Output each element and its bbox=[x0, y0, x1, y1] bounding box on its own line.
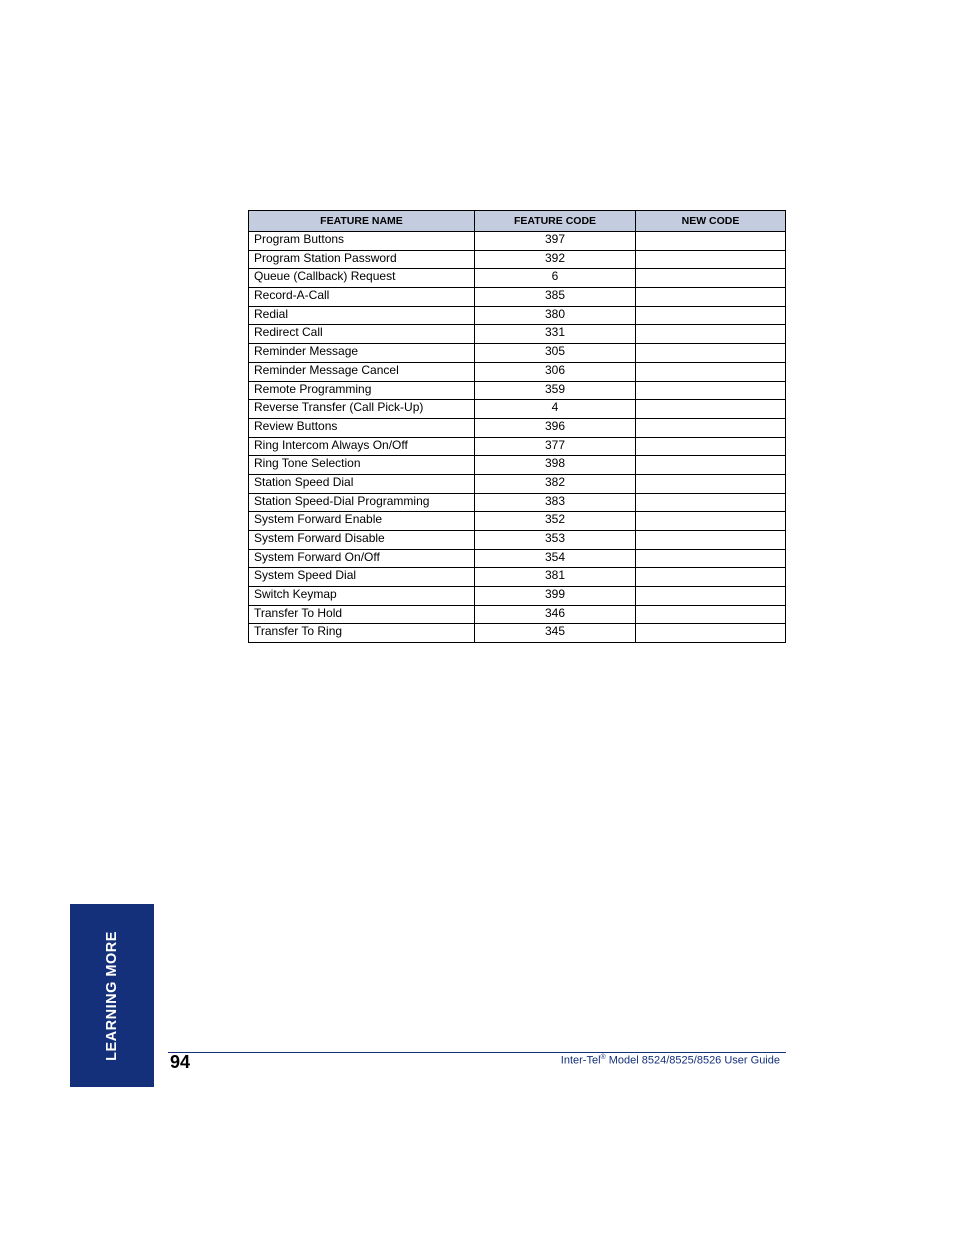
cell-feature-code: 382 bbox=[475, 474, 636, 493]
cell-new-code bbox=[636, 400, 786, 419]
cell-new-code bbox=[636, 531, 786, 550]
cell-new-code bbox=[636, 624, 786, 643]
cell-feature-name: Redirect Call bbox=[249, 325, 475, 344]
table-row bbox=[249, 362, 786, 381]
cell-new-code bbox=[636, 605, 786, 624]
table-row bbox=[249, 474, 786, 493]
cell-feature-name: Review Buttons bbox=[249, 418, 475, 437]
feature-code-table bbox=[248, 210, 786, 643]
cell-feature-name: Station Speed-Dial Programming bbox=[249, 493, 475, 512]
header-new-code: NEW CODE bbox=[636, 211, 786, 232]
cell-feature-name: Station Speed Dial bbox=[249, 474, 475, 493]
footer-divider bbox=[168, 1052, 786, 1053]
cell-feature-name: System Speed Dial bbox=[249, 568, 475, 587]
cell-feature-code: 306 bbox=[475, 362, 636, 381]
table-row bbox=[249, 624, 786, 643]
table-row bbox=[249, 344, 786, 363]
cell-feature-name: Redial bbox=[249, 306, 475, 325]
table-row bbox=[249, 288, 786, 307]
cell-feature-code: 397 bbox=[475, 232, 636, 251]
cell-feature-code: 331 bbox=[475, 325, 636, 344]
cell-feature-code: 396 bbox=[475, 418, 636, 437]
cell-feature-code: 359 bbox=[475, 381, 636, 400]
cell-feature-name: Reverse Transfer (Call Pick-Up) bbox=[249, 400, 475, 419]
cell-feature-name: Queue (Callback) Request bbox=[249, 269, 475, 288]
cell-new-code bbox=[636, 437, 786, 456]
registered-mark: ® bbox=[600, 1054, 606, 1061]
page-number: 94 bbox=[170, 1052, 191, 1072]
table-body bbox=[249, 232, 786, 643]
cell-feature-code: 377 bbox=[475, 437, 636, 456]
section-side-tab bbox=[70, 904, 154, 1087]
table-row bbox=[249, 568, 786, 587]
cell-feature-name: Reminder Message Cancel bbox=[249, 362, 475, 381]
table-header-row bbox=[249, 211, 786, 232]
cell-new-code bbox=[636, 549, 786, 568]
footer-brand: Inter-Tel bbox=[560, 1054, 601, 1067]
cell-feature-name: System Forward Disable bbox=[249, 531, 475, 550]
table-row bbox=[249, 512, 786, 531]
cell-feature-name: Ring Tone Selection bbox=[249, 456, 475, 475]
footer-guide-name: Model 8524/8525/8526 User Guide bbox=[605, 1054, 780, 1067]
cell-feature-name: Transfer To Ring bbox=[249, 624, 475, 643]
cell-feature-code: 399 bbox=[475, 587, 636, 606]
table-row bbox=[249, 531, 786, 550]
header-feature-name: FEATURE NAME bbox=[249, 211, 475, 232]
cell-feature-name: Ring Intercom Always On/Off bbox=[249, 437, 475, 456]
cell-new-code bbox=[636, 344, 786, 363]
cell-new-code bbox=[636, 288, 786, 307]
cell-new-code bbox=[636, 474, 786, 493]
table-row bbox=[249, 549, 786, 568]
cell-feature-code: 354 bbox=[475, 549, 636, 568]
cell-feature-name: Remote Programming bbox=[249, 381, 475, 400]
table-row bbox=[249, 418, 786, 437]
table-row bbox=[249, 456, 786, 475]
cell-new-code bbox=[636, 418, 786, 437]
table-row bbox=[249, 232, 786, 251]
cell-new-code bbox=[636, 456, 786, 475]
side-tab-label: LEARNING MORE bbox=[104, 931, 120, 1061]
table-row bbox=[249, 587, 786, 606]
cell-new-code bbox=[636, 381, 786, 400]
cell-feature-code: 392 bbox=[475, 250, 636, 269]
cell-feature-name: Switch Keymap bbox=[249, 587, 475, 606]
table-row bbox=[249, 437, 786, 456]
cell-feature-code: 4 bbox=[475, 400, 636, 419]
cell-new-code bbox=[636, 568, 786, 587]
cell-new-code bbox=[636, 325, 786, 344]
footer-guide-title bbox=[561, 1054, 780, 1067]
table-row bbox=[249, 269, 786, 288]
cell-feature-code: 346 bbox=[475, 605, 636, 624]
table-row bbox=[249, 400, 786, 419]
cell-feature-code: 353 bbox=[475, 531, 636, 550]
cell-new-code bbox=[636, 587, 786, 606]
cell-feature-code: 305 bbox=[475, 344, 636, 363]
cell-feature-code: 398 bbox=[475, 456, 636, 475]
cell-feature-name: Transfer To Hold bbox=[249, 605, 475, 624]
cell-feature-name: Program Station Password bbox=[249, 250, 475, 269]
table-row bbox=[249, 306, 786, 325]
cell-new-code bbox=[636, 512, 786, 531]
cell-feature-name: Reminder Message bbox=[249, 344, 475, 363]
cell-new-code bbox=[636, 362, 786, 381]
cell-feature-name: System Forward Enable bbox=[249, 512, 475, 531]
cell-feature-code: 383 bbox=[475, 493, 636, 512]
cell-feature-name: Program Buttons bbox=[249, 232, 475, 251]
cell-feature-code: 381 bbox=[475, 568, 636, 587]
cell-feature-code: 345 bbox=[475, 624, 636, 643]
cell-new-code bbox=[636, 306, 786, 325]
cell-new-code bbox=[636, 493, 786, 512]
table-row bbox=[249, 250, 786, 269]
cell-feature-code: 380 bbox=[475, 306, 636, 325]
table-row bbox=[249, 493, 786, 512]
cell-feature-code: 352 bbox=[475, 512, 636, 531]
table-row bbox=[249, 605, 786, 624]
cell-new-code bbox=[636, 269, 786, 288]
cell-new-code bbox=[636, 250, 786, 269]
cell-feature-code: 6 bbox=[475, 269, 636, 288]
table-row bbox=[249, 381, 786, 400]
cell-feature-name: Record-A-Call bbox=[249, 288, 475, 307]
cell-feature-name: System Forward On/Off bbox=[249, 549, 475, 568]
cell-new-code bbox=[636, 232, 786, 251]
header-feature-code: FEATURE CODE bbox=[475, 211, 636, 232]
table-row bbox=[249, 325, 786, 344]
cell-feature-code: 385 bbox=[475, 288, 636, 307]
